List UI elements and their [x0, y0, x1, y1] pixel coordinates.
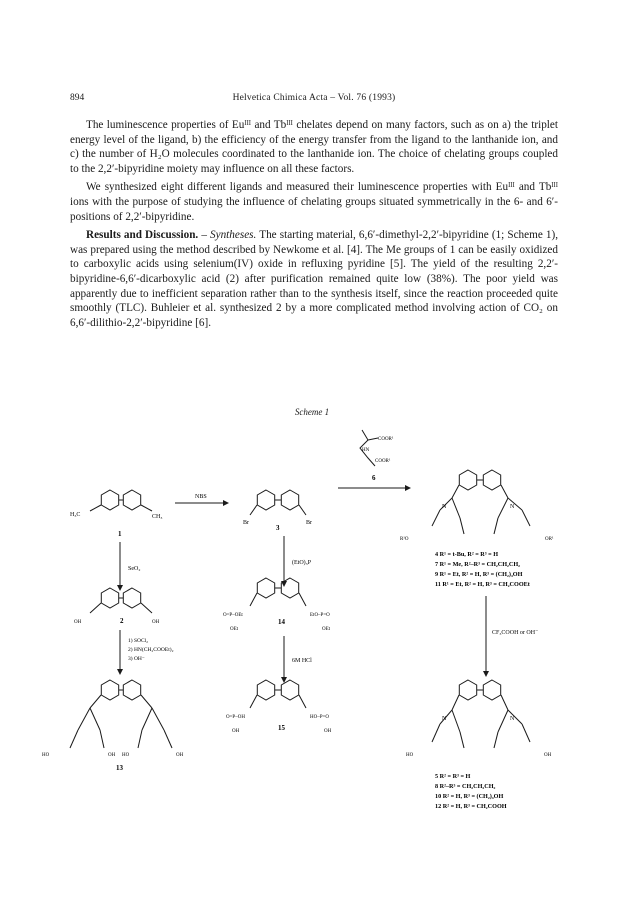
svg-text:H₃C: H₃C: [70, 512, 81, 518]
paragraph-1: The luminescence properties of Euᴵᴵᴵ and Tbᴵᴵᴵ chelates depend on many factors, such as on a) the triplet energy level of the ligand, b) the efficiency of the energy transfer from the ligand to the lanthanide ion, and c) the number of H₂O molecules coordinated to the lanthanide ion. The choice of chelating groups coupled to the 2,2′-bipyridine moiety may influence on all these factors.: [70, 119, 558, 175]
journal-title: Helvetica Chimica Acta – Vol. 76 (1993): [232, 93, 396, 103]
svg-text:Br: Br: [243, 520, 249, 526]
page-number: 894: [70, 93, 85, 103]
structure-14: [250, 578, 306, 606]
svg-text:OR¹: OR¹: [545, 537, 554, 542]
section-heading: Results and Discussion.: [86, 229, 199, 242]
structure-13: [70, 680, 172, 748]
svg-text:HO: HO: [122, 753, 130, 758]
labels-top-right: [435, 551, 531, 588]
svg-text:HO: HO: [42, 753, 50, 758]
svg-text:O=P–OEt: O=P–OEt: [223, 613, 243, 618]
svg-text:HO: HO: [406, 753, 414, 758]
reagent-hcl: 6M HCl: [292, 658, 312, 664]
paragraph-3: Results and Discussion. – Syntheses. The starting material, 6,6′-dimethyl-2,2′-bipyridine (1; Scheme 1), was prepared using the method described by Newkome et al. [4]. The Me groups of 1 can be easily oxidized to carboxylic acids using selenium(IV) oxide in refluxing pyridine [5]. The yield of the resulting 2,2′-bipyridine-6,6′-dicarboxylic acid (2) after purification remained quite low (38%). The poor yield was apparently due to inefficient separation rather than to the synthesis itself, since the reaction proceeded quite smoothly (TLC). Buhleier et al. synthesized 2 by a more complicated method involving action of CO₂ on 6,6′-dilithio-2,2′-bipyridine [6].: [70, 229, 558, 329]
reagent-step-13: [128, 637, 174, 662]
svg-text:5 R² = R³ = H: 5 R² = R³ = H: [435, 773, 471, 780]
svg-text:12 R² = H, R³ = CH₂COOH: 12 R² = H, R³ = CH₂COOH: [435, 803, 507, 810]
svg-text:10 R² = H, R³ = (CH₂)₄OH: 10 R² = H, R³ = (CH₂)₄OH: [435, 793, 504, 800]
structure-5-series: [432, 680, 530, 748]
reagent-nbs: NBS: [195, 494, 207, 500]
compound-label-3: 3: [276, 524, 280, 532]
svg-text:OEt: OEt: [322, 627, 331, 632]
svg-text:OH: OH: [324, 729, 332, 734]
svg-text:HN: HN: [362, 448, 370, 453]
compound-label-14: 14: [278, 618, 285, 626]
reagent-cf3cooh: CF₃COOH or OH⁻: [492, 630, 539, 636]
svg-text:R¹O: R¹O: [400, 537, 409, 542]
svg-text:COOR¹: COOR¹: [378, 437, 394, 442]
scheme-title: Scheme 1: [294, 407, 330, 417]
subsection-heading: Syntheses.: [210, 229, 257, 242]
svg-text:N: N: [510, 716, 515, 722]
compound-label-2: 2: [120, 617, 124, 625]
svg-text:OH: OH: [176, 753, 184, 758]
svg-text:N: N: [510, 504, 515, 510]
svg-text:N: N: [442, 504, 447, 510]
svg-text:2) HN(CH₂COOEt)₂: 2) HN(CH₂COOEt)₂: [128, 647, 174, 653]
reaction-scheme: [40, 418, 600, 858]
svg-text:OH: OH: [232, 729, 240, 734]
svg-text:HO–P=O: HO–P=O: [310, 715, 329, 720]
svg-text:OH: OH: [108, 753, 116, 758]
svg-text:8 R²–R³ = CH₂CH₂CH₂: 8 R²–R³ = CH₂CH₂CH₂: [435, 783, 496, 790]
reagent-eto3p: (EtO)₃P: [292, 560, 312, 566]
svg-text:Br: Br: [306, 520, 312, 526]
svg-text:OEt: OEt: [230, 627, 239, 632]
reagent-seo2: SeO₂: [128, 566, 141, 572]
structure-15: [250, 680, 306, 708]
compound-label-1: 1: [118, 530, 122, 538]
body-text: [70, 118, 558, 334]
svg-text:9 R¹ = Et, R² = H, R³ = (CH₂)₄: 9 R¹ = Et, R² = H, R³ = (CH₂)₄OH: [435, 571, 523, 578]
svg-text:O=P–OH: O=P–OH: [226, 715, 245, 720]
svg-text:OH: OH: [152, 620, 160, 625]
svg-text:OH: OH: [544, 753, 552, 758]
svg-text:CH₃: CH₃: [152, 514, 163, 520]
svg-text:N: N: [442, 716, 447, 722]
paragraph-2: We synthesized eight different ligands and measured their luminescence properties with Euᴵᴵᴵ and Tbᴵᴵᴵ ions with the purpose of studying the influence of chelating groups situated symmetrically in the 6- and 6′-positions of 2,2′-bipyridine.: [70, 181, 558, 223]
labels-bottom-right: [435, 773, 507, 810]
paragraph-3-text: The starting material, 6,6′-dimethyl-2,2′-bipyridine (1; Scheme 1), was prepared using the method described by Newkome et al. [4]. The Me groups of 1 can be easily oxidized to carboxylic acids using selenium(IV) oxide in refluxing pyridine [5]. The yield of the resulting 2,2′-bipyridine-6,6′-dicarboxylic acid (2) after purification remained quite low (38%). The poor yield was apparently due to inefficient separation rather than to the synthesis itself, since the reaction proceeded quite smoothly (TLC). Buhleier et al. synthesized 2 by a more complicated method involving action of CO₂ on 6,6′-dilithio-2,2′-bipyridine [6].: [70, 229, 558, 329]
compound-label-13: 13: [116, 764, 123, 772]
structure-4-series: [432, 470, 530, 534]
structure-1: [90, 490, 152, 511]
svg-text:4 R¹ = t-Bu, R² = R³ = H: 4 R¹ = t-Bu, R² = R³ = H: [435, 551, 499, 558]
structure-2: [90, 588, 152, 613]
svg-text:1) SOCl₂: 1) SOCl₂: [128, 638, 149, 644]
svg-text:EtO–P=O: EtO–P=O: [310, 613, 330, 618]
compound-label-15: 15: [278, 724, 285, 732]
svg-text:COOR¹: COOR¹: [375, 459, 391, 464]
running-header: [70, 93, 558, 107]
svg-text:7 R¹ = Me, R²–R³ = CH₂CH₂CH₂: 7 R¹ = Me, R²–R³ = CH₂CH₂CH₂: [435, 561, 521, 568]
structure-3: [250, 490, 306, 515]
svg-text:11 R¹ = Et, R² = H, R³ = CH₂CO: 11 R¹ = Et, R² = H, R³ = CH₂COOEt: [435, 581, 530, 588]
svg-text:3) OH⁻: 3) OH⁻: [128, 656, 145, 662]
compound-label-6: 6: [372, 474, 376, 482]
svg-text:OH: OH: [74, 620, 82, 625]
